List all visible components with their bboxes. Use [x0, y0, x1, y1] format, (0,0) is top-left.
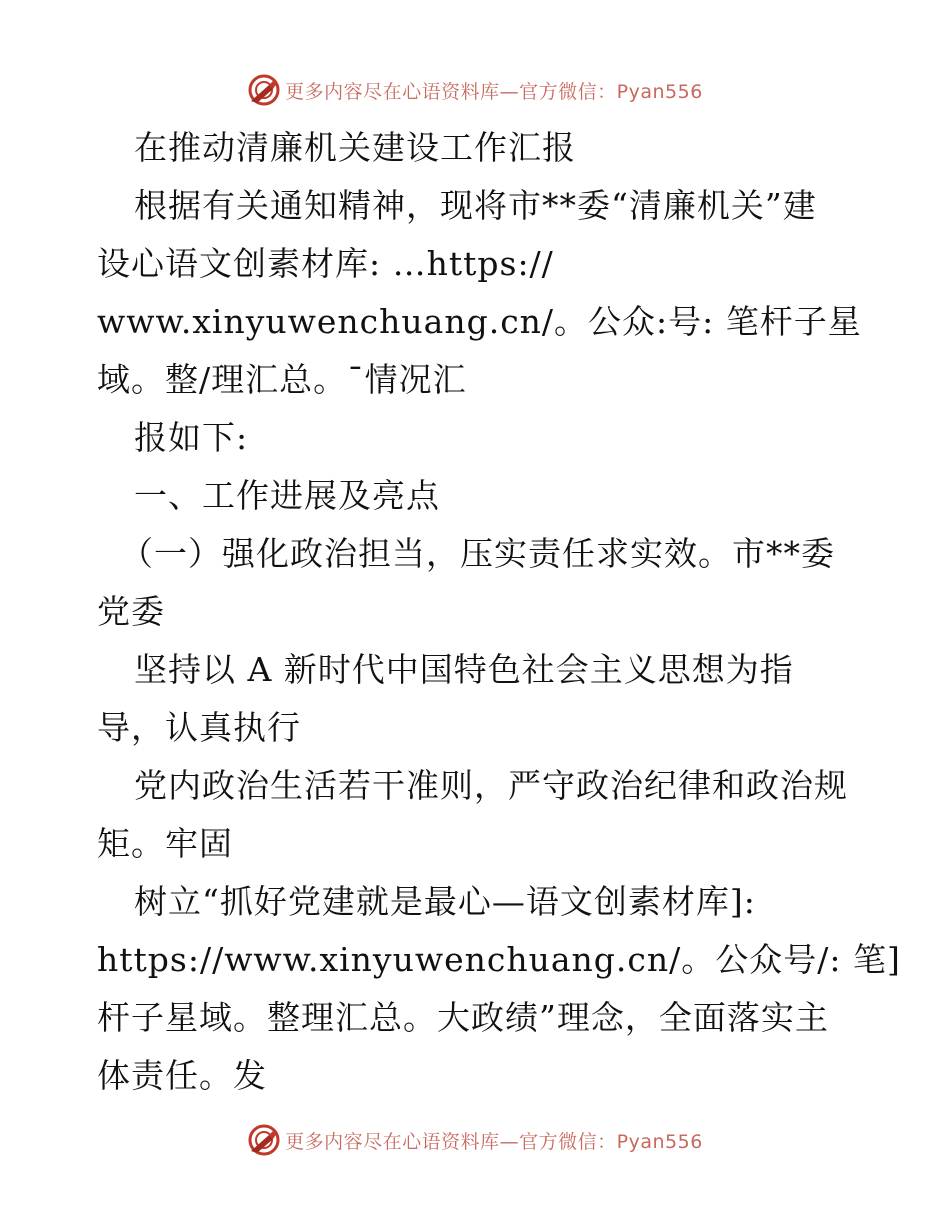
paragraph-line: 报如下:	[134, 418, 249, 457]
paragraph-line: 杆子星域。整理汇总。大政绩”理念，全面落实主	[97, 998, 829, 1037]
paragraph-line: 设心语文创素材库: …https://	[97, 244, 554, 283]
subsection-heading: （一）强化政治担当，压实责任求实效。市**委	[120, 534, 835, 573]
paragraph-line: www.xinyuwenchuang.cn/。公众:号: 笔杆子星	[97, 302, 862, 341]
document-title: 在推动清廉机关建设工作汇报	[134, 128, 576, 167]
section-heading: 一、工作进展及亮点	[134, 476, 440, 515]
header-banner	[0, 70, 950, 110]
footer-banner-text: 更多内容尽在心语资料库—官方微信：Pyan556	[285, 1130, 703, 1153]
paragraph-line: 域。整/理汇总。¯情况汇	[97, 360, 467, 399]
footer-banner	[0, 1120, 950, 1160]
paragraph-line: 体责任。发	[97, 1056, 267, 1095]
brand-logo-icon	[247, 1123, 281, 1157]
paragraph-line: 矩。牢固	[97, 824, 233, 863]
brand-logo-icon	[247, 73, 281, 107]
paragraph-line: 党内政治生活若干准则，严守政治纪律和政治规	[134, 766, 848, 805]
paragraph-line: https://www.xinyuwenchuang.cn/。公众号/: 笔]	[97, 940, 901, 979]
paragraph-line: 根据有关通知精神，现将市**委“清廉机关”建	[134, 186, 817, 225]
header-banner-text: 更多内容尽在心语资料库—官方微信：Pyan556	[285, 80, 703, 103]
paragraph-line: 党委	[97, 592, 165, 631]
paragraph-line: 导，认真执行	[97, 708, 301, 747]
paragraph-line: 树立“抓好党建就是最心—语文创素材库]:	[134, 882, 756, 921]
paragraph-line: 坚持以 A 新时代中国特色社会主义思想为指	[134, 650, 794, 689]
